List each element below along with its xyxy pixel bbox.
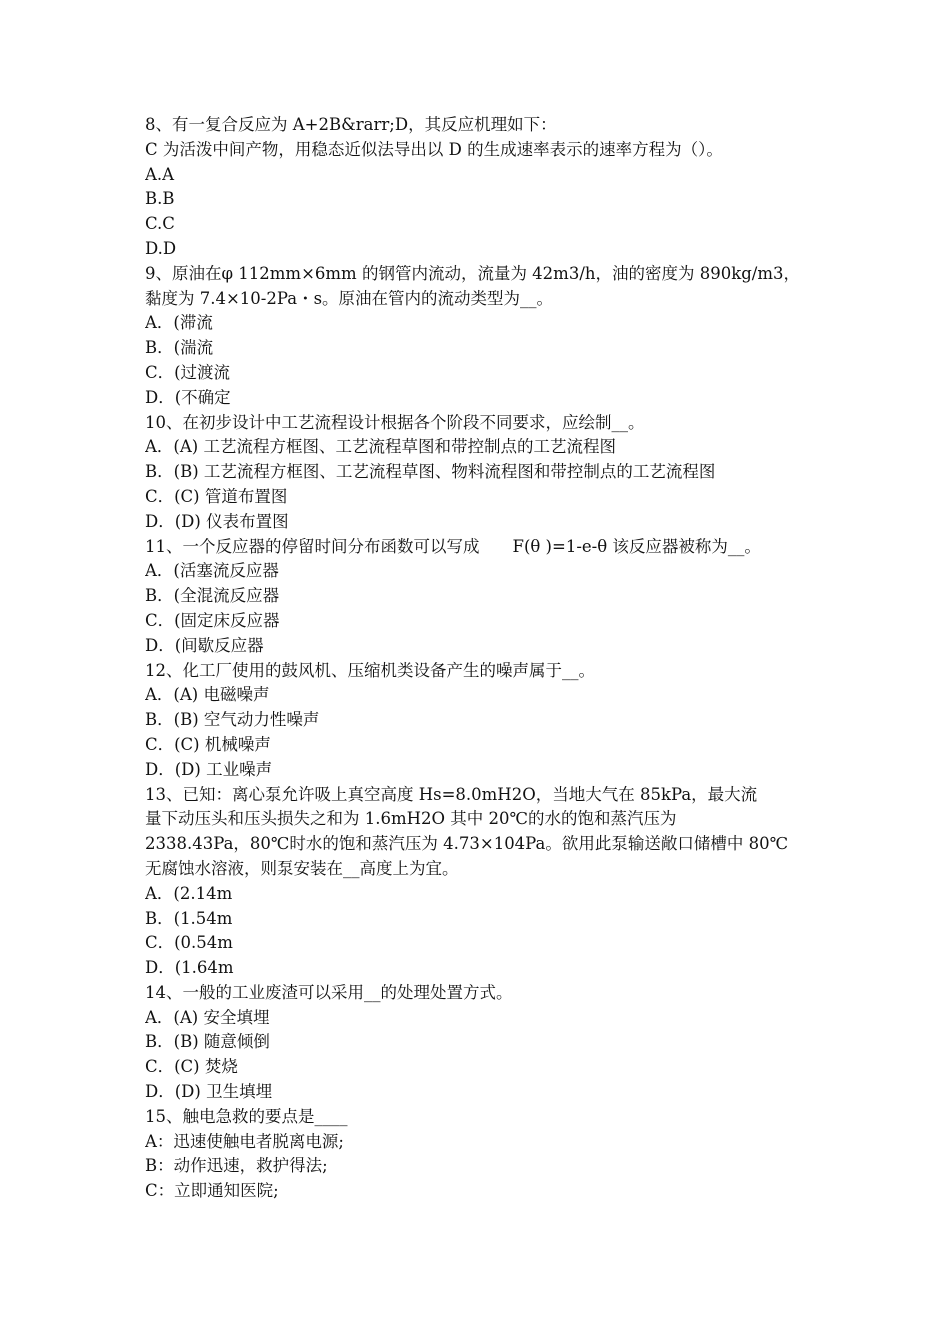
option-d: D．(1.64m [145, 958, 234, 978]
option-c: C．(C) 焚烧 [145, 1057, 238, 1077]
option-a: A．(A) 电磁噪声 [145, 685, 270, 705]
option-b: B．(B) 空气动力性噪声 [145, 710, 320, 730]
option-b: B．(全混流反应器 [145, 586, 280, 606]
question-9-stem: 黏度为 7.4×10-2Pa・s。原油在管内的流动类型为__。 [145, 288, 554, 308]
option-c: C．(C) 管道布置图 [145, 486, 288, 506]
option-b: B：动作迅速，救护得法; [145, 1156, 328, 1176]
option-b: B．(1.54m [145, 908, 233, 928]
option-a: A．(A) 工艺流程方框图、工艺流程草图和带控制点的工艺流程图 [145, 437, 616, 457]
option-b: B．(B) 随意倾倒 [145, 1032, 270, 1052]
option-a: A．(2.14m [145, 883, 233, 903]
option-d: D．(D) 工业噪声 [145, 759, 273, 779]
option-b: B．(B) 工艺流程方框图、工艺流程草图、物料流程图和带控制点的工艺流程图 [145, 462, 716, 482]
question-12-text: 12、化工厂使用的鼓风机、压缩机类设备产生的噪声属于__。 [145, 660, 595, 680]
question-13-continued: 量下动压头和压头损失之和为 1.6mH2O 其中 20℃的水的饱和蒸汽压为 [145, 809, 677, 829]
question-13-continued: 2338.43Pa，80℃时水的饱和蒸汽压为 4.73×104Pa。欲用此泵输送敞口储槽中 80℃ [145, 834, 789, 854]
option-c: C．(C) 机械噪声 [145, 734, 271, 754]
question-9-text: 9、原油在φ 112mm×6mm 的钢管内流动，流量为 42m3/h，油的密度为 890kg/m3， [145, 263, 801, 283]
option-d: D.D [145, 238, 177, 258]
option-c: C．(固定床反应器 [145, 610, 280, 630]
option-c: C：立即通知医院; [145, 1181, 279, 1201]
option-d: D．(不确定 [145, 387, 231, 407]
option-c: C.C [145, 214, 175, 234]
question-11-text: 11、一个反应器的停留时间分布函数可以写成 F(θ )=1-e-θ 该反应器被称为__。 [145, 536, 761, 556]
option-c: C．(过渡流 [145, 362, 231, 382]
question-15-text: 15、触电急救的要点是____ [145, 1106, 348, 1126]
option-a: A．(A) 安全填埋 [145, 1007, 270, 1027]
option-c: C．(0.54m [145, 933, 233, 953]
option-d: D．(D) 仪表布置图 [145, 511, 289, 531]
option-a: A：迅速使触电者脱离电源; [145, 1131, 344, 1151]
option-d: D．(间歇反应器 [145, 635, 264, 655]
option-a: A.A [145, 164, 175, 184]
question-13-stem: 无腐蚀水溶液，则泵安装在__高度上为宜。 [145, 858, 459, 878]
question-13-text: 13、已知：离心泵允许吸上真空高度 Hs=8.0mH2O，当地大气在 85kPa，最大流 [145, 784, 758, 804]
question-8-stem: C 为活泼中间产物，用稳态近似法导出以 D 的生成速率表示的速率方程为（）。 [145, 139, 723, 159]
option-d: D．(D) 卫生填埋 [145, 1082, 273, 1102]
question-10-text: 10、在初步设计中工艺流程设计根据各个阶段不同要求，应绘制__。 [145, 412, 645, 432]
option-b: B.B [145, 189, 175, 209]
document-body [145, 113, 835, 1204]
option-a: A．(活塞流反应器 [145, 561, 279, 581]
option-b: B．(湍流 [145, 338, 214, 358]
question-14-text: 14、一般的工业废渣可以采用__的处理处置方式。 [145, 982, 513, 1002]
option-a: A．(滞流 [145, 313, 213, 333]
question-8-text: 8、有一复合反应为 A+2B&rarr;D，其反应机理如下： [145, 115, 557, 134]
